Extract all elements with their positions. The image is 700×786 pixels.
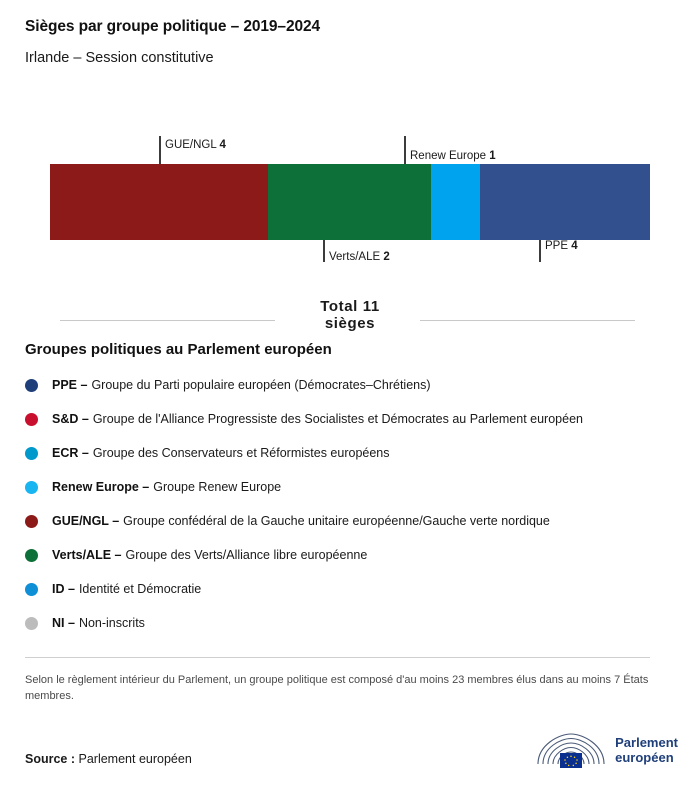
page-title: Sièges par groupe politique – 2019–2024 [25, 18, 321, 35]
stacked-bar [50, 164, 650, 240]
legend-color-dot-sd [25, 413, 38, 426]
legend-item-ecr[interactable] [25, 436, 675, 470]
legend-color-dot-renew-europe [25, 481, 38, 494]
legend-name-ni: Non-inscrits [78, 616, 145, 630]
legend-abbr-renew-europe: Renew Europe – [52, 480, 150, 494]
callout-label-guengl: GUE/NGL 4 [165, 139, 226, 151]
total-seats [0, 298, 700, 333]
source-line [25, 752, 192, 766]
parliament-hemicycle-icon [535, 731, 607, 769]
legend-item-vertsale[interactable] [25, 538, 675, 572]
legend-name-guengl: Groupe confédéral de la Gauche unitaire européenne/Gauche verte nordique [123, 514, 550, 528]
page-subtitle: Irlande – Session constitutive [25, 50, 214, 66]
legend-title: Groupes politiques au Parlement européen [25, 341, 332, 358]
legend-color-dot-guengl [25, 515, 38, 528]
logo-line-1: Parlement [615, 735, 678, 750]
legend-name-id: Identité et Démocratie [78, 582, 202, 596]
legend-color-dot-vertsale [25, 549, 38, 562]
legend-color-dot-id [25, 583, 38, 596]
total-rule-left [60, 320, 275, 321]
source-label: Source : [25, 752, 76, 766]
legend-item-guengl[interactable] [25, 504, 675, 538]
bar-segment-ppe[interactable] [480, 164, 650, 240]
logo-line-2: européen [615, 750, 674, 765]
legend-abbr-sd: S&D – [52, 412, 89, 426]
legend-item-renew-europe[interactable] [25, 470, 675, 504]
callout-label-renew: Renew Europe 1 [410, 150, 496, 162]
bar-segment-vertsale[interactable] [268, 164, 431, 240]
callout-line-renew [404, 136, 406, 164]
footnote-text: Selon le règlement intérieur du Parlement, un groupe politique est composé d'au moins 23 membres élus dans au moins 7 États membres. [25, 674, 649, 702]
legend-abbr-guengl: GUE/NGL – [52, 514, 120, 528]
footer-divider [25, 657, 650, 658]
legend-color-dot-ni [25, 617, 38, 630]
legend-name-sd: Groupe de l'Alliance Progressiste des Socialistes et Démocrates au Parlement européen [92, 412, 583, 426]
legend-name-renew-europe: Groupe Renew Europe [153, 480, 282, 494]
source-value: Parlement européen [78, 752, 192, 766]
legend-item-sd[interactable] [25, 402, 675, 436]
legend-abbr-ppe: PPE – [52, 378, 88, 392]
legend-abbr-ecr: ECR – [52, 446, 89, 460]
callout-label-vertsale: Verts/ALE 2 [329, 251, 390, 263]
callout-line-vertsale [323, 240, 325, 262]
legend-item-ppe[interactable] [25, 368, 675, 402]
total-seats-unit: sièges [324, 315, 376, 332]
legend-color-dot-ecr [25, 447, 38, 460]
callout-label-ppe: PPE 4 [545, 240, 578, 252]
legend-list [25, 368, 675, 640]
total-rule-right [420, 320, 635, 321]
callout-line-guengl [159, 136, 161, 164]
legend-name-vertsale: Groupe des Verts/Alliance libre européenne [125, 548, 368, 562]
callout-line-ppe [539, 240, 541, 262]
legend-name-ppe: Groupe du Parti populaire européen (Démocrates–Chrétiens) [91, 378, 431, 392]
bar-segment-guengl[interactable] [50, 164, 268, 240]
total-seats-text [310, 298, 390, 332]
legend-abbr-id: ID – [52, 582, 75, 596]
legend-abbr-vertsale: Verts/ALE – [52, 548, 122, 562]
total-seats-count: Total 11 [320, 298, 380, 315]
legend-name-ecr: Groupe des Conservateurs et Réformistes européens [92, 446, 390, 460]
legend-item-ni[interactable] [25, 606, 675, 640]
legend-color-dot-ppe [25, 379, 38, 392]
logo-wordmark [615, 735, 678, 765]
european-parliament-logo [535, 730, 678, 770]
legend-item-id[interactable] [25, 572, 675, 606]
bar-segment-renew-europe[interactable] [431, 164, 480, 240]
legend-abbr-ni: NI – [52, 616, 75, 630]
